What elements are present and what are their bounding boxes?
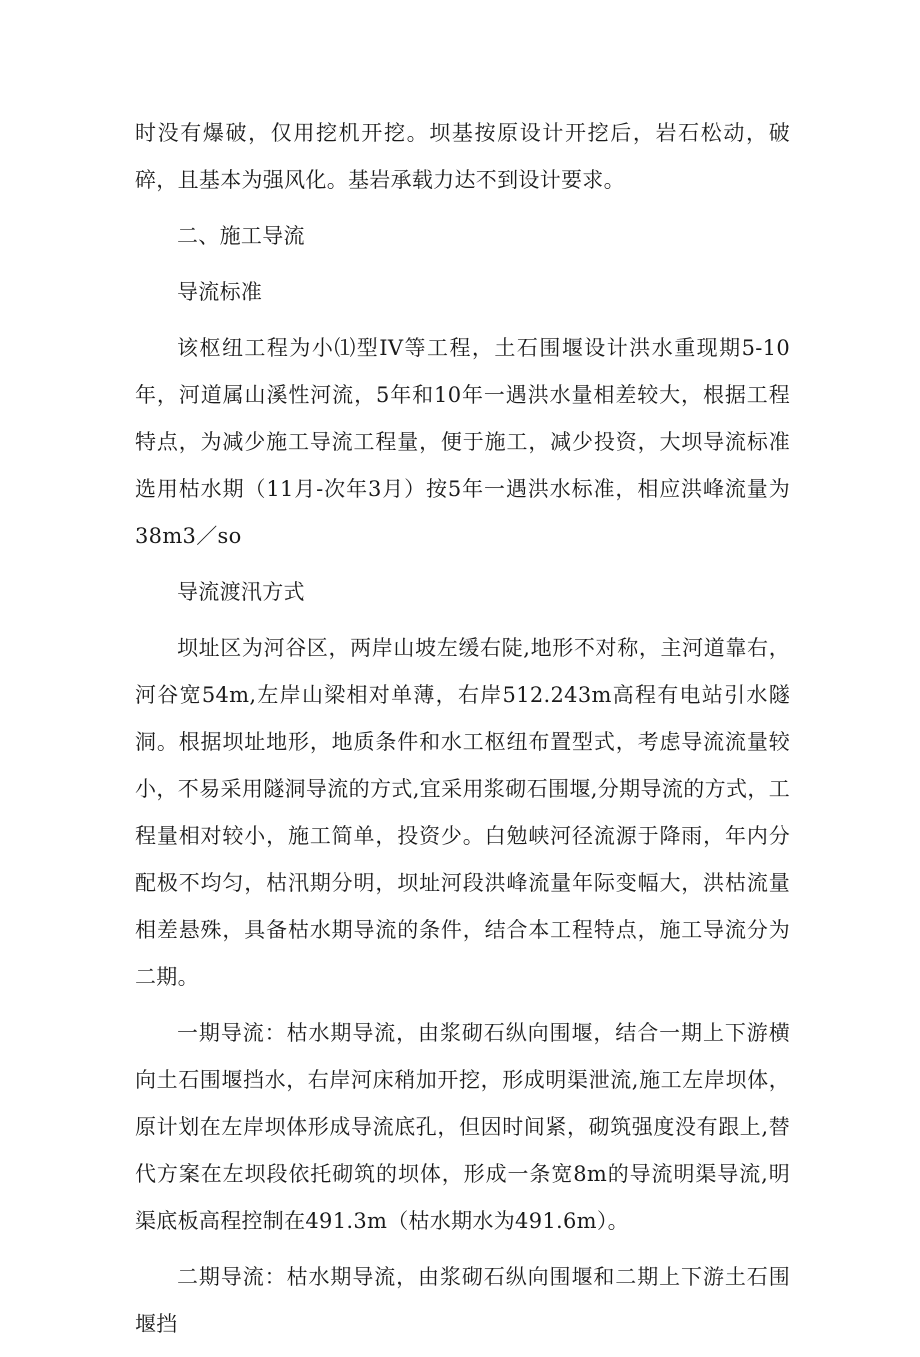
paragraph-dam-site-description: 坝址区为河谷区，两岸山坡左缓右陡,地形不对称，主河道靠右，河谷宽54m,左岸山梁相对单薄，右岸512.243m高程有电站引水隧洞。根据坝址地形，地质条件和水工枢纽布置型式，考虑导流流量较小，不易采用隧洞导流的方式,宜采用浆砌石围堰,分期导流的方式，工程量相对较小，施工简单，投资少。白勉峡河径流源于降雨，年内分配极不均匀，枯汛期分明，坝址河段洪峰流量年际变幅大，洪枯流量相差悬殊，具备枯水期导流的条件，结合本工程特点，施工导流分为二期。 bbox=[135, 636, 790, 989]
subheading-diversion-standard: 导流标准 bbox=[177, 280, 263, 304]
paragraph-phase-two-diversion: 二期导流：枯水期导流，由浆砌石纵向围堰和二期上下游土石围堰挡 bbox=[135, 1265, 790, 1336]
section-heading-construction-diversion: 二、施工导流 bbox=[177, 224, 305, 248]
paragraph-continuation: 时没有爆破，仅用挖机开挖。坝基按原设计开挖后，岩石松动，破碎，且基本为强风化。基岩承载力达不到设计要求。 bbox=[135, 121, 790, 192]
document-body bbox=[135, 110, 790, 1357]
subheading-flood-passage-method: 导流渡汛方式 bbox=[177, 580, 305, 604]
paragraph-diversion-standard: 该枢纽工程为小⑴型IV等工程，土石围堰设计洪水重现期5-10年，河道属山溪性河流，5年和10年一遇洪水量相差较大，根据工程特点，为减少施工导流工程量，便于施工，减少投资，大坝导流标准选用枯水期（11月-次年3月）按5年一遇洪水标准，相应洪峰流量为38m3／so bbox=[135, 336, 790, 548]
paragraph-phase-one-diversion: 一期导流：枯水期导流，由浆砌石纵向围堰，结合一期上下游横向土石围堰挡水，右岸河床稍加开挖，形成明渠泄流,施工左岸坝体，原计划在左岸坝体形成导流底孔，但因时间紧，砌筑强度没有跟上,替代方案在左坝段依托砌筑的坝体，形成一条宽8m的导流明渠导流,明渠底板高程控制在491.3m（枯水期水为491.6m）。 bbox=[135, 1021, 790, 1233]
